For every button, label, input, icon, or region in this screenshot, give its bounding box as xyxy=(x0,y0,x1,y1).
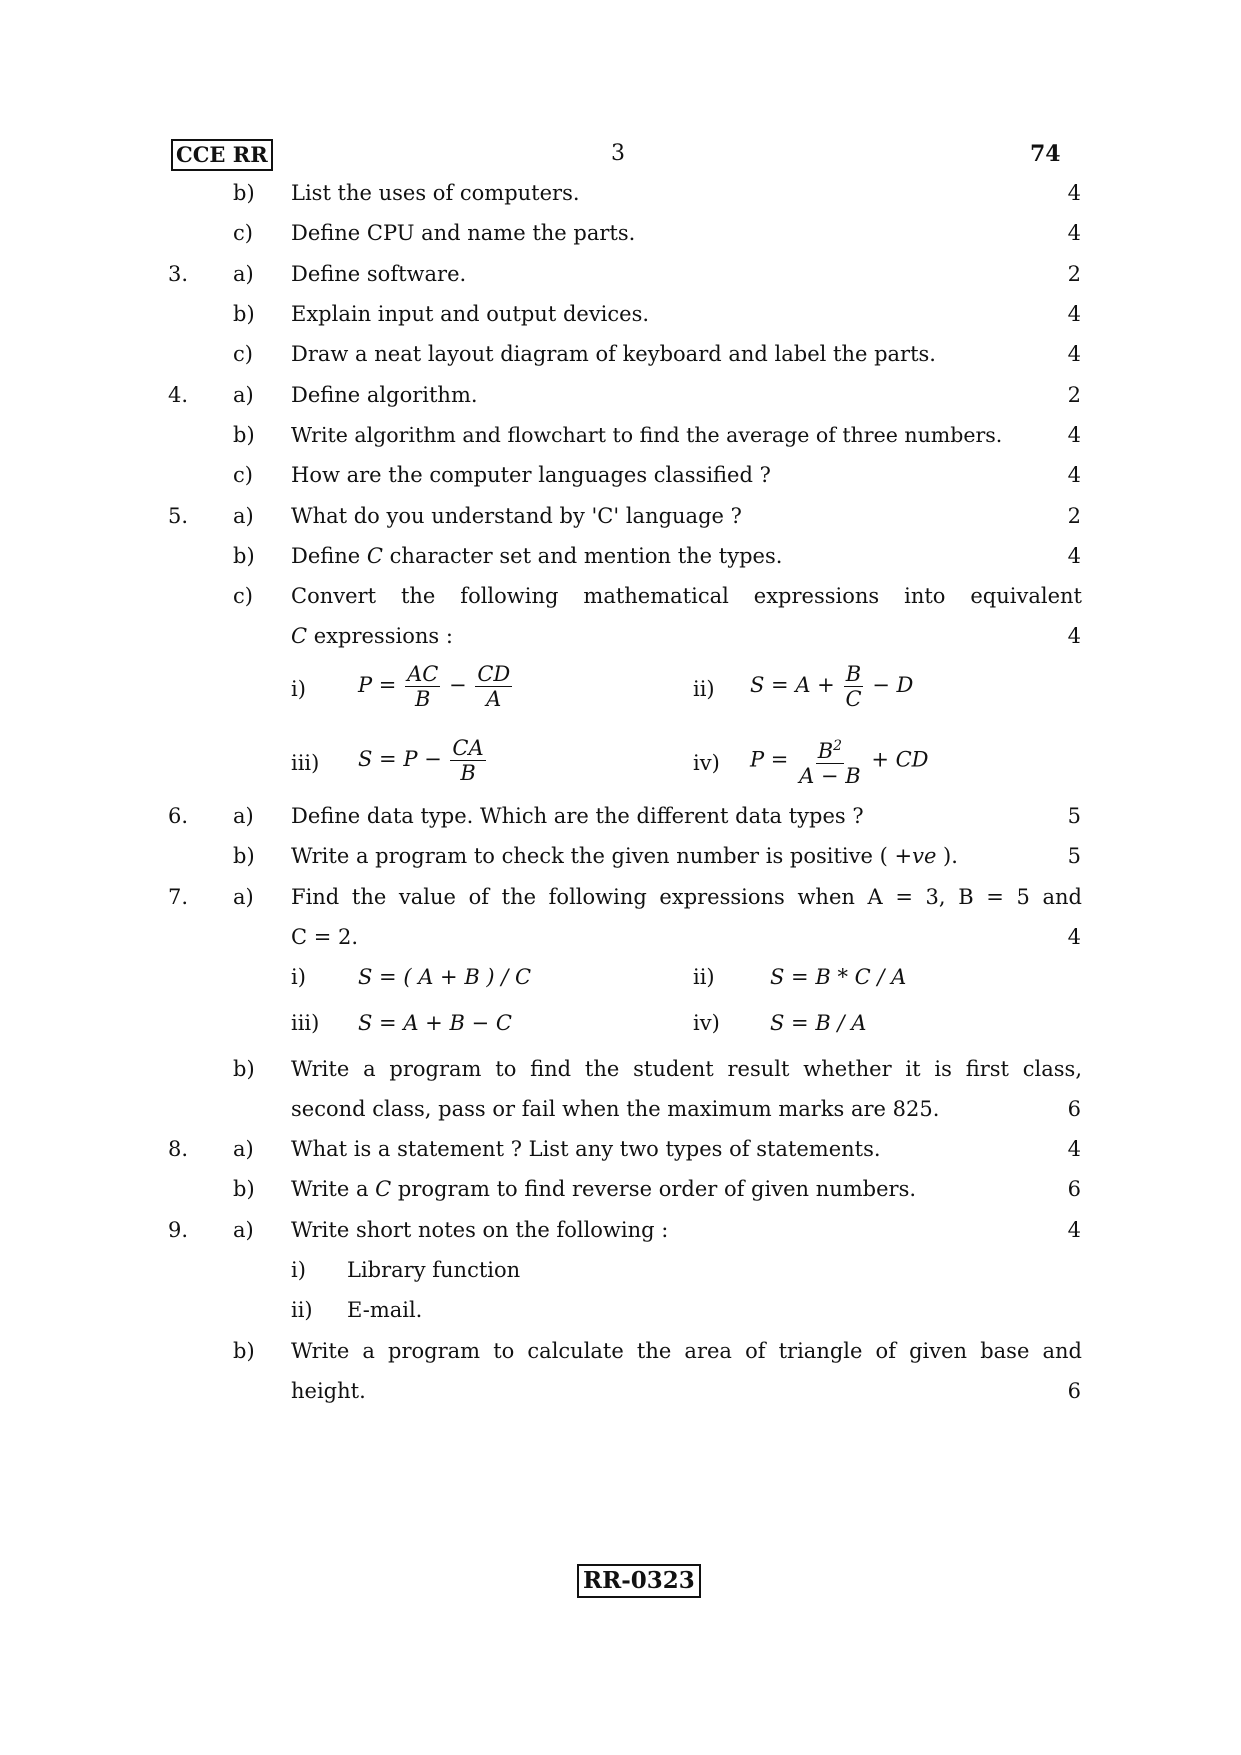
question-9b-line2 xyxy=(0,1376,1241,1406)
sub-label: b) xyxy=(233,1057,255,1081)
sub-label: b) xyxy=(233,302,255,326)
question-text: Write short notes on the following : xyxy=(291,1218,669,1242)
sub-label: c) xyxy=(233,584,253,608)
sub-label: c) xyxy=(233,221,253,245)
math-expression: S = A + B − C xyxy=(358,1011,512,1035)
marks: 6 xyxy=(1067,1177,1081,1201)
page-number: 3 xyxy=(611,141,625,166)
item-label: ii) xyxy=(693,677,715,701)
math-expression: S = B * C / A xyxy=(770,965,907,989)
marks: 4 xyxy=(1067,302,1081,326)
marks: 5 xyxy=(1067,844,1081,868)
question-number: 5. xyxy=(168,504,189,528)
expr-7a-iii xyxy=(0,1008,1241,1038)
question-7a xyxy=(0,882,1241,912)
marks: 5 xyxy=(1067,804,1081,828)
item-label: iv) xyxy=(693,751,720,775)
sub-label: b) xyxy=(233,423,255,447)
list-item xyxy=(0,1255,1241,1285)
question-9b xyxy=(0,1336,1241,1366)
question-6a xyxy=(0,801,1241,831)
question-text: Write a C program to find reverse order of given numbers. xyxy=(291,1177,917,1201)
question-5c xyxy=(0,581,1241,611)
question-number: 7. xyxy=(168,885,189,909)
marks: 4 xyxy=(1067,181,1081,205)
question-text: Draw a neat layout diagram of keyboard and label the parts. xyxy=(291,342,936,366)
question-7b xyxy=(0,1054,1241,1084)
marks: 4 xyxy=(1067,544,1081,568)
question-text: Write a program to check the given number is positive ( +ve ). xyxy=(291,844,958,868)
question-5a xyxy=(0,501,1241,531)
marks: 4 xyxy=(1067,423,1081,447)
marks: 2 xyxy=(1067,504,1081,528)
item-label: ii) xyxy=(291,1298,313,1322)
question-3b xyxy=(0,299,1241,329)
question-text: List the uses of computers. xyxy=(291,181,580,205)
question-8a xyxy=(0,1134,1241,1164)
item-label: ii) xyxy=(693,965,715,989)
question-number: 6. xyxy=(168,804,189,828)
question-9a xyxy=(0,1215,1241,1245)
question-4c xyxy=(0,460,1241,490)
marks: 4 xyxy=(1067,463,1081,487)
question-3a xyxy=(0,259,1241,289)
question-text: Define CPU and name the parts. xyxy=(291,221,636,245)
marks: 2 xyxy=(1067,262,1081,286)
marks: 4 xyxy=(1067,925,1081,949)
math-expression: S = B / A xyxy=(770,1011,867,1035)
sub-label: b) xyxy=(233,544,255,568)
item-label: iv) xyxy=(693,1011,720,1035)
paper-number: 74 xyxy=(1030,141,1061,167)
math-expression: S = ( A + B ) / C xyxy=(358,965,532,989)
question-text: Define data type. Which are the different data types ? xyxy=(291,804,864,828)
question-number: 3. xyxy=(168,262,189,286)
marks: 4 xyxy=(1067,342,1081,366)
item-text: Library function xyxy=(347,1258,521,1282)
question-text: What do you understand by 'C' language ? xyxy=(291,504,742,528)
question-6b xyxy=(0,841,1241,871)
marks: 4 xyxy=(1067,624,1081,648)
footer-code-box: RR-0323 xyxy=(577,1564,701,1598)
sub-label: a) xyxy=(233,504,254,528)
marks: 6 xyxy=(1067,1097,1081,1121)
question-text: Convert the following mathematical expressions into equivalent xyxy=(291,584,1082,608)
sub-label: b) xyxy=(233,1177,255,1201)
sub-label: c) xyxy=(233,342,253,366)
question-text: Find the value of the following expressions when A = 3, B = 5 and xyxy=(291,885,1082,909)
question-5b xyxy=(0,541,1241,571)
expr-7a-i xyxy=(0,962,1241,992)
math-expression: P = $\frac{AC}{B}$ − $\frac{CD}{A}$ xyxy=(358,662,511,711)
marks: 4 xyxy=(1067,221,1081,245)
sub-label: a) xyxy=(233,885,254,909)
marks: 4 xyxy=(1067,1137,1081,1161)
course-code-box: CCE RR xyxy=(171,139,273,171)
question-text: Define software. xyxy=(291,262,467,286)
item-label: iii) xyxy=(291,1011,320,1035)
marks: 4 xyxy=(1067,1218,1081,1242)
question-8b xyxy=(0,1174,1241,1204)
math-expression: S = P − $\frac{CA}{B}$ xyxy=(358,736,484,785)
item-label: i) xyxy=(291,677,306,701)
question-text: Explain input and output devices. xyxy=(291,302,650,326)
question-number: 4. xyxy=(168,383,189,407)
question-text: How are the computer languages classified ? xyxy=(291,463,771,487)
question-text: Write algorithm and flowchart to find the average of three numbers. xyxy=(291,423,1003,447)
item-label: i) xyxy=(291,1258,306,1282)
question-text: C = 2. xyxy=(291,925,359,949)
question-text: Write a program to calculate the area of triangle of given base and xyxy=(291,1339,1082,1363)
sub-label: a) xyxy=(233,383,254,407)
sub-label: a) xyxy=(233,1218,254,1242)
question-7b-line2 xyxy=(0,1094,1241,1124)
question-number: 8. xyxy=(168,1137,189,1161)
marks: 2 xyxy=(1067,383,1081,407)
expr-5c-iii xyxy=(0,736,1241,788)
question-text: Define algorithm. xyxy=(291,383,478,407)
question-text: height. xyxy=(291,1379,366,1403)
sub-label: c) xyxy=(233,463,253,487)
question-7a-line2 xyxy=(0,922,1241,952)
sub-label: a) xyxy=(233,1137,254,1161)
question-5c-line2 xyxy=(0,621,1241,651)
question-3c xyxy=(0,339,1241,369)
sub-label: b) xyxy=(233,1339,255,1363)
sub-label: b) xyxy=(233,844,255,868)
list-item xyxy=(0,1295,1241,1325)
question-text: Write a program to find the student result whether it is first class, xyxy=(291,1057,1082,1081)
question-text: What is a statement ? List any two types of statements. xyxy=(291,1137,881,1161)
question-text: C expressions : xyxy=(291,624,453,648)
expr-5c-i xyxy=(0,662,1241,711)
item-label: iii) xyxy=(291,751,320,775)
sub-label: b) xyxy=(233,181,255,205)
sub-label: a) xyxy=(233,804,254,828)
question-2c xyxy=(0,218,1241,248)
question-4b xyxy=(0,420,1241,450)
item-label: i) xyxy=(291,965,306,989)
question-4a xyxy=(0,380,1241,410)
question-text: second class, pass or fail when the maximum marks are 825. xyxy=(291,1097,940,1121)
math-expression: S = A + $\frac{B}{C}$ − D xyxy=(750,662,914,711)
marks: 6 xyxy=(1067,1379,1081,1403)
math-expression: P = $\frac{B^2}{A - B}$ + CD xyxy=(750,734,929,788)
question-number: 9. xyxy=(168,1218,189,1242)
question-text: Define C character set and mention the types. xyxy=(291,544,783,568)
item-text: E-mail. xyxy=(347,1298,423,1322)
question-2b xyxy=(0,178,1241,208)
sub-label: a) xyxy=(233,262,254,286)
